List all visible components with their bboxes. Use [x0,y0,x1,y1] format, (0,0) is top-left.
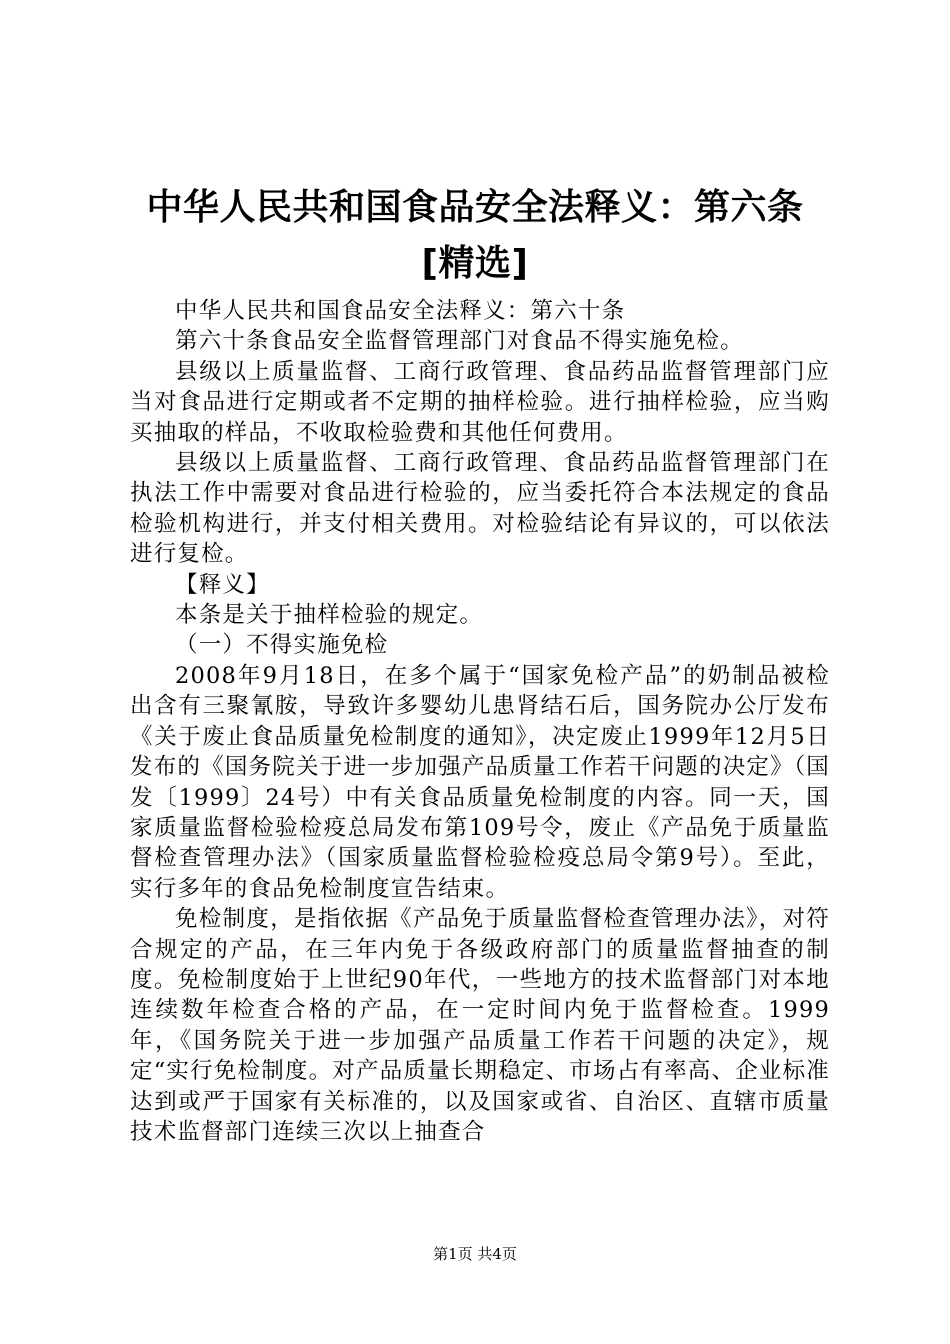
paragraph: 县级以上质量监督、工商行政管理、食品药品监督管理部门在执法工作中需要对食品进行检验的，应当委托符合本法规定的食品检验机构进行，并支付相关费用。对检验结论有异议的，可以依法进行复检。 [130,450,830,568]
section-heading: 【释义】 [175,571,270,598]
paragraph: 免检制度，是指依据《产品免于质量监督检查管理办法》，对符合规定的产品，在三年内免于各级政府部门的质量监督抽查的制度。免检制度始于上世纪90年代，一些地方的技术监督部门对本地连续数年检查合格的产品，在一定时间内免于监督检查。1999年，《国务院关于进一步加强产品质量工作若干问题的决定》，规定“实行免检制度。对产品质量长期稳定、市场占有率高、企业标准达到或严于国家有关标准的，以及国家或省、自治区、直辖市质量技术监督部门连续三次以上抽查合 [130,906,831,1145]
paragraph: 中华人民共和国食品安全法释义：第六十条 [175,298,626,324]
paragraph: 2008年9月18日，在多个属于“国家免检产品”的奶制品被检出含有三聚氰胺，导致许多婴幼儿患肾结石后，国务院办公厅发布《关于废止食品质量免检制度的通知》，决定废止1999年12月5日发布的《国务院关于进一步加强产品质量工作若干问题的决定》（国发〔1999〕24号）中有关食品质量免检制度的内容。同一天，国家质量监督检验检疫总局发布第109号令，废止《产品免于质量监督检查管理办法》（国家质量监督检验检疫总局令第9号）。至此，实行多年的食品免检制度宣告结束。 [130,662,830,902]
paragraph: 第六十条食品安全监督管理部门对食品不得实施免检。 [175,328,744,355]
document-body [130,296,830,1147]
document-title: 中华人民共和国食品安全法释义：第六条[精选] [146,187,804,284]
paragraph: 本条是关于抽样检验的规定。 [175,602,484,629]
subsection-heading: （一）不得实施免检 [175,632,389,659]
paragraph: 县级以上质量监督、工商行政管理、食品药品监督管理部门应当对食品进行定期或者不定期的抽样检验。进行抽样检验，应当购买抽取的样品，不收取检验费和其他任何费用。 [130,358,830,446]
page-footer: 第1页 共4页 [433,1245,517,1263]
